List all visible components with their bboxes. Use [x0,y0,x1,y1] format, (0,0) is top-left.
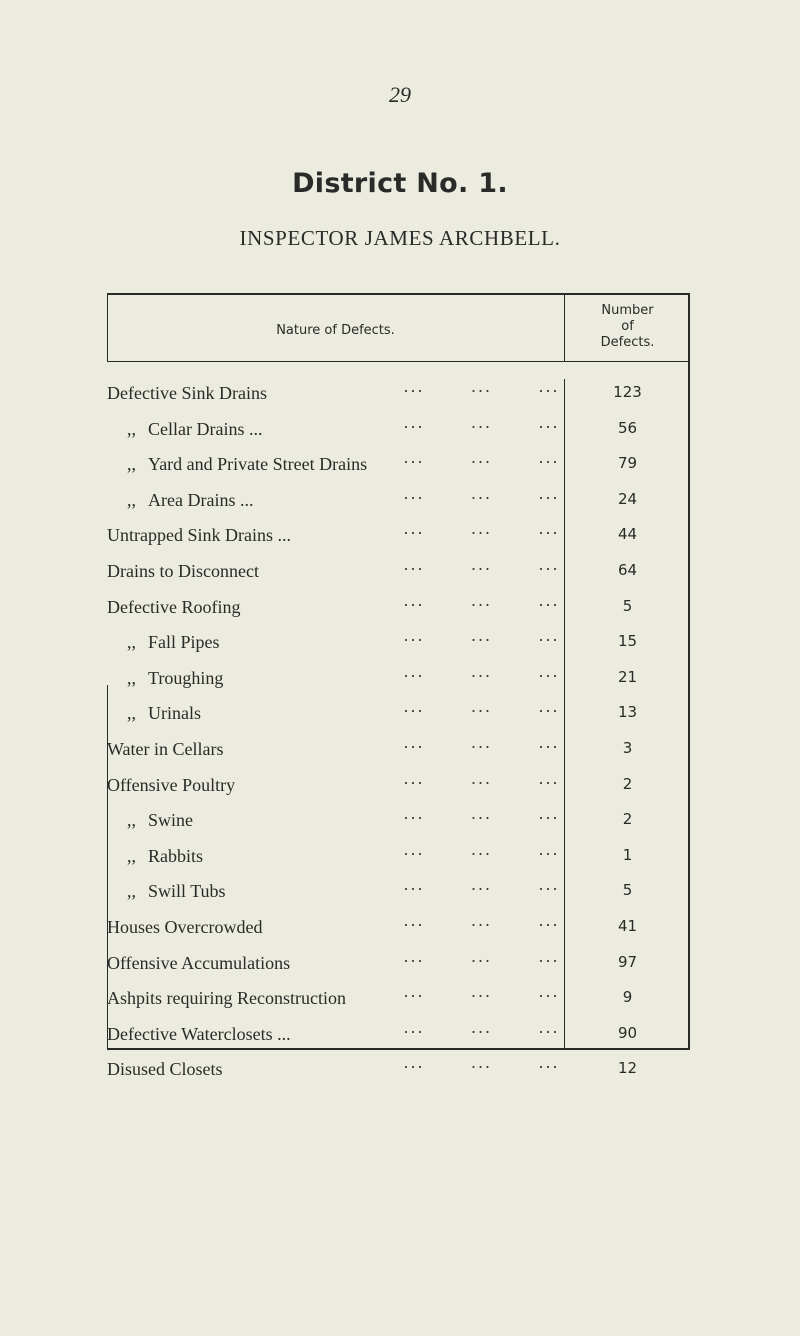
leader-dots: ··· ··· ··· [403,559,559,579]
column-header-number [565,303,690,351]
defect-label-text: Troughing [148,667,224,688]
defect-label-text: Area Drains ... [148,489,254,510]
defect-count: 5 [622,596,633,615]
defect-count: 5 [622,881,633,900]
defect-label [127,668,223,689]
defect-label [107,739,224,760]
defect-label [127,846,203,867]
ditto-mark: ,, [127,489,136,510]
defect-label [107,953,290,974]
defect-label-text: Fall Pipes [148,632,220,653]
defect-label-text: Houses Overcrowded [107,917,263,937]
defect-label-text: Defective Roofing [107,596,241,617]
table-row [107,810,690,846]
table-row [107,594,690,633]
defect-label [127,810,193,831]
defect-count: 79 [617,454,638,473]
defect-label-text: Rabbits [148,845,204,866]
leader-dots: ··· ··· ··· [403,737,559,757]
leader-dots: ··· ··· ··· [403,808,559,829]
ditto-mark: ,, [127,418,136,439]
defect-label-text: Defective Waterclosets ... [107,1023,291,1044]
defect-count: 12 [617,1059,638,1078]
column-header-number-line: Number [601,303,654,318]
page-number: 29 [389,82,411,107]
leader-dots: ··· ··· ··· [403,1021,559,1042]
defect-label [107,561,259,582]
defect-count: 24 [617,489,638,508]
ditto-mark: ,, [127,632,136,653]
defect-label-text: Ashpits requiring Reconstruction [107,988,346,1009]
defect-label-text: Disused Closets [107,1059,223,1080]
leader-dots: ··· ··· ··· [403,772,559,793]
district-title: District No. 1. [292,168,508,199]
leader-dots: ··· ··· ··· [403,416,559,437]
inspector-heading: INSPECTOR JAMES ARCHBELL. [239,226,561,250]
column-header-number-line: Defects. [600,335,655,350]
table-row [107,988,690,1024]
ditto-mark: ,, [127,845,136,866]
ditto-mark: ,, [127,454,136,475]
defect-label-text: Offensive Accumulations [107,952,291,973]
defect-label-text: Swill Tubs [148,881,226,902]
defect-label-text: Water in Cellars [107,739,224,759]
defect-count: 56 [617,418,638,437]
defect-label [107,597,240,618]
leader-dots: ··· ··· ··· [403,986,559,1007]
header-underline [107,361,690,362]
defect-label [107,1059,223,1080]
table-row [107,383,690,419]
defect-label [127,703,201,724]
leader-dots: ··· ··· ··· [403,701,559,722]
leader-dots: ··· ··· ··· [403,843,559,864]
defect-count: 41 [617,917,638,935]
table-row [107,881,690,917]
defect-label [127,881,226,902]
table-row [107,632,690,668]
defect-label [107,1024,291,1045]
defect-count: 64 [617,561,638,579]
leader-dots: ··· ··· ··· [403,523,559,544]
leader-dots: ··· ··· ··· [403,915,559,935]
ditto-mark: ,, [127,881,136,902]
defect-label-text: Yard and Private Street Drains [148,454,368,475]
defect-label [107,988,346,1009]
column-header-nature: Nature of Defects. [276,323,395,338]
table-row [107,525,690,561]
defect-label [107,917,262,938]
defect-count: 13 [617,703,638,722]
table-row [107,1021,690,1060]
leader-dots: ··· ··· ··· [403,452,559,473]
table-row [107,739,690,775]
defect-label-text: Offensive Poultry [107,774,236,795]
leader-dots: ··· ··· ··· [403,950,559,971]
defect-count: 97 [617,952,638,971]
defect-label [127,454,367,475]
defect-label [107,383,267,404]
ditto-mark: ,, [127,667,136,688]
defect-label [127,419,262,440]
defect-label [127,632,220,653]
defect-label-text: Swine [148,810,193,831]
table-row [107,703,690,739]
defect-label [107,525,291,546]
leader-dots: ··· ··· ··· [403,1057,559,1078]
column-header-number-line: of [621,319,634,334]
leader-dots: ··· ··· ··· [403,879,559,900]
table-row [107,416,690,455]
leader-dots: ··· ··· ··· [403,665,559,686]
ditto-mark: ,, [127,810,136,831]
defect-count: 90 [617,1023,638,1042]
table-row [107,487,690,526]
table-row [107,772,690,811]
table-row [107,561,690,597]
defect-count: 3 [622,739,633,757]
leader-dots: ··· ··· ··· [403,381,559,401]
leader-dots: ··· ··· ··· [403,594,559,615]
defect-count: 44 [617,525,638,544]
leader-dots: ··· ··· ··· [403,630,559,651]
table-row [107,454,690,490]
defect-label [107,775,235,796]
table-row [107,665,690,704]
defect-label [127,490,253,511]
table-row [107,950,690,989]
leader-dots: ··· ··· ··· [403,487,559,508]
ditto-mark: ,, [127,703,136,724]
defects-table [107,293,690,1080]
defect-label-text: Drains to Disconnect [107,561,259,581]
defect-label-text: Untrapped Sink Drains ... [107,525,291,546]
defect-label-text: Cellar Drains ... [148,418,263,439]
defect-count: 1 [622,845,633,864]
defect-count: 2 [622,774,633,793]
defect-count: 15 [617,632,638,651]
table-row [107,843,690,882]
defect-label-text: Defective Sink Drains [107,383,267,403]
defect-count: 21 [617,667,638,686]
defect-count: 2 [622,810,633,829]
table-row [107,917,690,953]
table-row [107,1059,690,1095]
defect-label-text: Urinals [148,703,201,724]
defect-count: 123 [613,383,642,401]
defect-count: 9 [622,988,633,1007]
